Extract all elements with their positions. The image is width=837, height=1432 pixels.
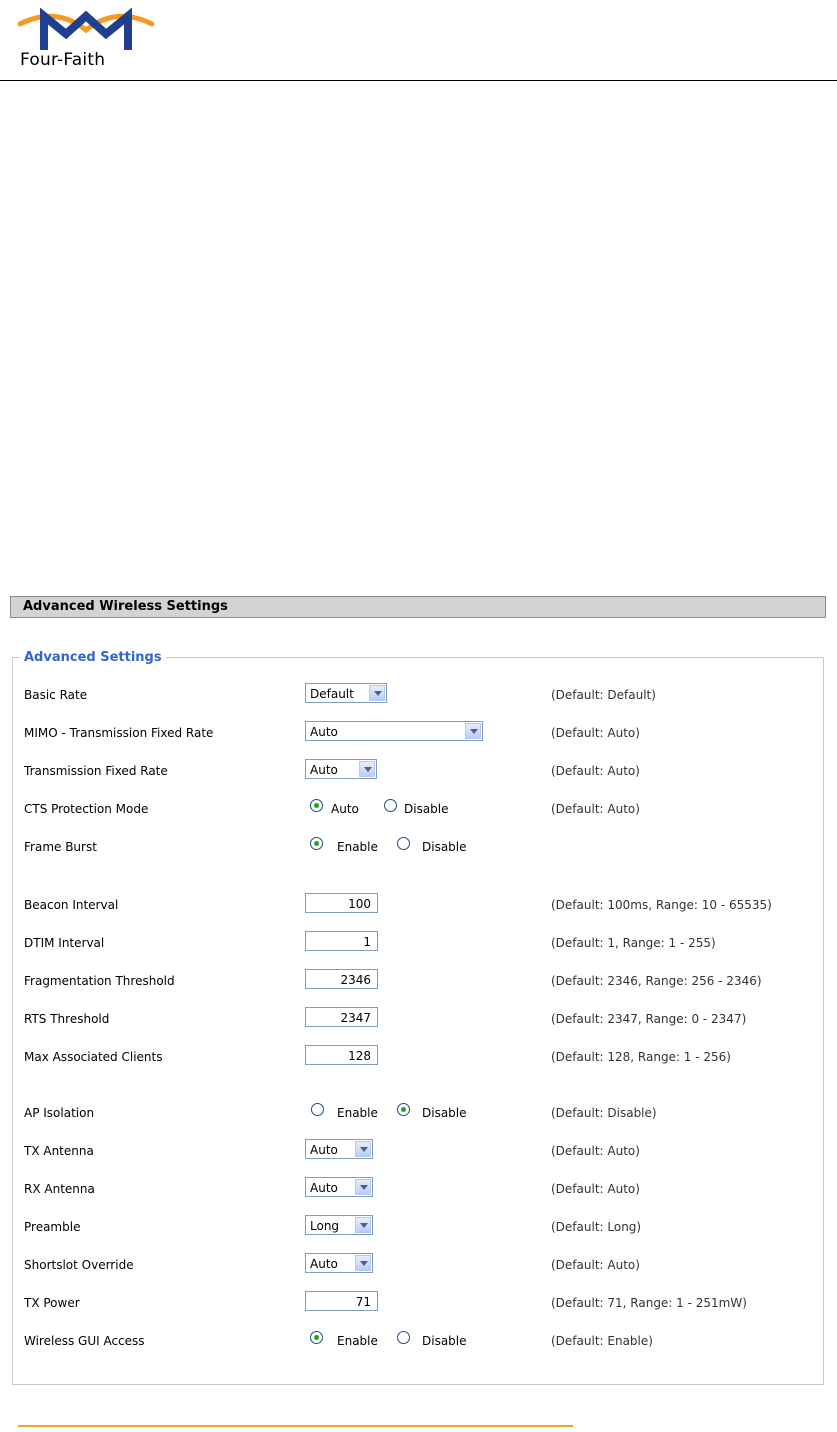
tx-fixed-rate-label: Transmission Fixed Rate (24, 764, 168, 778)
row-ap-isolation (0, 1101, 837, 1125)
rts-input[interactable] (305, 1007, 378, 1027)
cts-auto-radio[interactable] (310, 799, 323, 812)
row-wireless-gui-access (0, 1329, 837, 1353)
row-dtim-interval (0, 931, 837, 955)
gui-access-label: Wireless GUI Access (24, 1334, 145, 1348)
chevron-down-icon[interactable] (355, 1217, 371, 1233)
preamble-default: (Default: Long) (551, 1220, 642, 1234)
basic-rate-label: Basic Rate (24, 688, 88, 702)
row-max-clients (0, 1045, 837, 1069)
chevron-down-icon[interactable] (465, 723, 481, 739)
beacon-default: (Default: 100ms, Range: 10 - 65535) (551, 898, 772, 912)
frame-burst-disable-label: Disable (422, 840, 467, 854)
tx-antenna-default: (Default: Auto) (551, 1144, 640, 1158)
gui-access-disable-radio[interactable] (397, 1331, 410, 1344)
shortslot-value: Auto (310, 1257, 338, 1271)
rts-value: 2347 (340, 1011, 371, 1025)
ap-isolation-disable-radio[interactable] (397, 1103, 410, 1116)
header-divider (0, 80, 837, 81)
mimo-rate-label: MIMO - Transmission Fixed Rate (24, 726, 214, 740)
gui-access-enable-label: Enable (337, 1334, 378, 1348)
frame-burst-enable-label: Enable (337, 840, 378, 854)
frag-value: 2346 (340, 973, 371, 987)
row-shortslot-override (0, 1253, 837, 1277)
max-clients-value: 128 (348, 1049, 371, 1063)
row-preamble (0, 1215, 837, 1239)
tx-fixed-rate-default: (Default: Auto) (551, 764, 640, 778)
cts-label: CTS Protection Mode (24, 802, 149, 816)
section-title: Advanced Wireless Settings (23, 599, 228, 614)
tx-fixed-rate-select[interactable] (305, 759, 377, 779)
shortslot-select[interactable] (305, 1253, 373, 1273)
row-cts-protection (0, 797, 837, 821)
mimo-rate-value: Auto (310, 725, 338, 739)
beacon-label: Beacon Interval (24, 898, 119, 912)
dtim-input[interactable] (305, 931, 378, 951)
frame-burst-disable-radio[interactable] (397, 837, 410, 850)
cts-disable-radio[interactable] (384, 799, 397, 812)
preamble-value: Long (310, 1219, 340, 1233)
shortslot-default: (Default: Auto) (551, 1258, 640, 1272)
footer-divider (18, 1425, 573, 1427)
rx-antenna-select[interactable] (305, 1177, 373, 1197)
row-tx-antenna (0, 1139, 837, 1163)
mimo-rate-select[interactable] (305, 721, 483, 741)
dtim-value: 1 (363, 935, 371, 949)
ap-isolation-enable-radio[interactable] (311, 1103, 324, 1116)
frag-input[interactable] (305, 969, 378, 989)
cts-auto-label: Auto (331, 802, 359, 816)
rts-label: RTS Threshold (24, 1012, 110, 1026)
rts-default: (Default: 2347, Range: 0 - 2347) (551, 1012, 747, 1026)
tx-power-value: 71 (355, 1295, 371, 1309)
dtim-label: DTIM Interval (24, 936, 105, 950)
basic-rate-value: Default (310, 687, 354, 701)
row-beacon-interval (0, 893, 837, 917)
chevron-down-icon[interactable] (359, 761, 375, 777)
chevron-down-icon[interactable] (355, 1255, 371, 1271)
row-mimo-rate (0, 721, 837, 745)
rx-antenna-value: Auto (310, 1181, 338, 1195)
rx-antenna-default: (Default: Auto) (551, 1182, 640, 1196)
beacon-input[interactable] (305, 893, 378, 913)
advanced-settings-legend: Advanced Settings (20, 650, 166, 665)
chevron-down-icon[interactable] (355, 1141, 371, 1157)
gui-access-enable-radio[interactable] (310, 1331, 323, 1344)
frame-burst-enable-radio[interactable] (310, 837, 323, 850)
row-fragmentation (0, 969, 837, 993)
frag-default: (Default: 2346, Range: 256 - 2346) (551, 974, 762, 988)
gui-access-disable-label: Disable (422, 1334, 467, 1348)
row-tx-fixed-rate (0, 759, 837, 783)
chevron-down-icon[interactable] (369, 685, 385, 701)
tx-power-default: (Default: 71, Range: 1 - 251mW) (551, 1296, 747, 1310)
brand-name: Four-Faith (20, 50, 106, 70)
cts-disable-label: Disable (404, 802, 449, 816)
row-rx-antenna (0, 1177, 837, 1201)
frame-burst-label: Frame Burst (24, 840, 97, 854)
rx-antenna-label: RX Antenna (24, 1182, 95, 1196)
beacon-value: 100 (348, 897, 371, 911)
shortslot-label: Shortslot Override (24, 1258, 134, 1272)
preamble-select[interactable] (305, 1215, 373, 1235)
frag-label: Fragmentation Threshold (24, 974, 175, 988)
chevron-down-icon[interactable] (355, 1179, 371, 1195)
max-clients-default: (Default: 128, Range: 1 - 256) (551, 1050, 731, 1064)
mimo-rate-default: (Default: Auto) (551, 726, 640, 740)
row-tx-power (0, 1291, 837, 1315)
section-title-bar (10, 596, 826, 618)
cts-default: (Default: Auto) (551, 802, 640, 816)
ap-isolation-label: AP Isolation (24, 1106, 95, 1120)
ap-isolation-enable-label: Enable (337, 1106, 378, 1120)
tx-power-input[interactable] (305, 1291, 378, 1311)
ap-isolation-default: (Default: Disable) (551, 1106, 657, 1120)
tx-antenna-select[interactable] (305, 1139, 373, 1159)
gui-access-default: (Default: Enable) (551, 1334, 653, 1348)
max-clients-input[interactable] (305, 1045, 378, 1065)
row-frame-burst (0, 835, 837, 859)
preamble-label: Preamble (24, 1220, 81, 1234)
basic-rate-select[interactable] (305, 683, 387, 703)
tx-fixed-rate-value: Auto (310, 763, 338, 777)
basic-rate-default: (Default: Default) (551, 688, 656, 702)
dtim-default: (Default: 1, Range: 1 - 255) (551, 936, 716, 950)
row-basic-rate (0, 683, 837, 707)
tx-antenna-label: TX Antenna (24, 1144, 94, 1158)
max-clients-label: Max Associated Clients (24, 1050, 163, 1064)
tx-power-label: TX Power (24, 1296, 80, 1310)
ap-isolation-disable-label: Disable (422, 1106, 467, 1120)
tx-antenna-value: Auto (310, 1143, 338, 1157)
row-rts-threshold (0, 1007, 837, 1031)
